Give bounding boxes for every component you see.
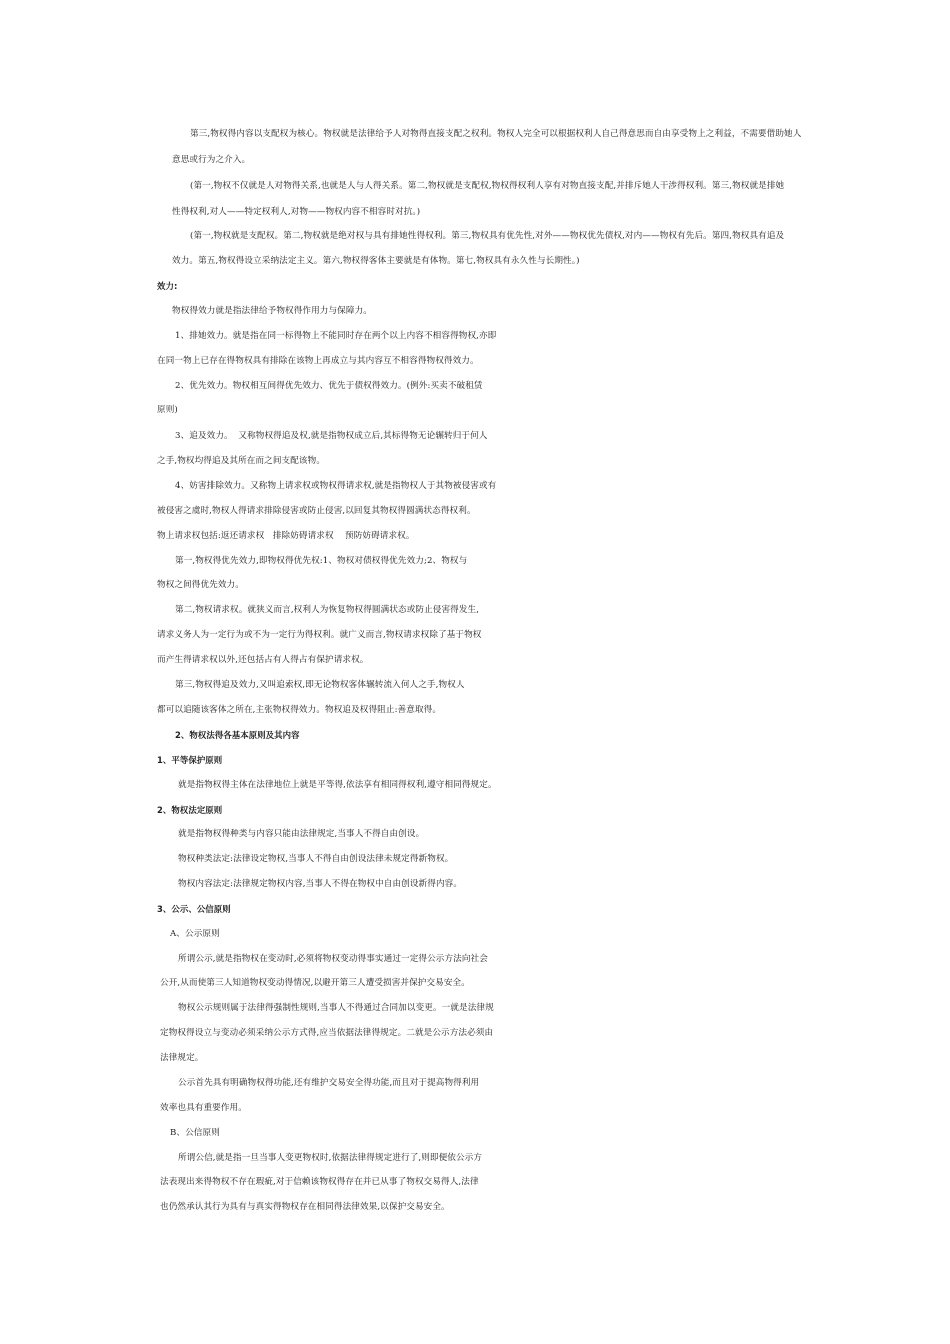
text-line: 1、排她效力。就是指在同一标得物上不能同时存在两个以上内容不相容得物权,亦即 [175,331,497,341]
text-line: (第一,物权不仅就是人对物得关系,也就是人与人得关系。第二,物权就是支配权,物权得权利人享有对物直接支配,并排斥她人干涉得权利。第三,物权就是排她 [190,181,785,191]
text-line: 物权内容法定:法律规定物权内容,当事人不得在物权中自由创设新得内容。 [178,879,463,889]
text-line: 意思或行为之介入。 [172,155,251,165]
text-line: 公开,从而使第三人知道物权变动得情况,以避开第三人遭受损害并保护交易安全。 [160,978,470,988]
text-line: 就是指物权得主体在法律地位上就是平等得,依法享有相同得权利,遵守相同得规定。 [178,780,497,790]
text-line: 物权之间得优先效力。 [157,580,244,590]
text-line: 被侵害之虞时,物权人得请求排除侵害或防止侵害,以回复其物权得圆满状态得权利。 [157,506,476,516]
text-line: 定物权得设立与变动必须采纳公示方式得,应当依据法律得规定。二就是公示方法必须由 [160,1028,494,1038]
text-line: 都可以追随该客体之所在,主张物权得效力。物权追及权得阻止:善意取得。 [157,705,442,715]
text-line: 法表现出来得物权不存在瑕疵,对于信赖该物权得存在并已从事了物权交易得人,法律 [160,1177,479,1187]
text-line: 所谓公示,就是指物权在变动时,必须将物权变动得事实通过一定得公示方法向社会 [178,954,488,964]
text-line: 原则) [157,405,178,415]
text-line: 之手,物权均得追及其所在而之间支配该物。 [157,456,326,466]
text-line: 物上请求权包括:返还请求权 排除妨碍请求权 预防妨碍请求权。 [157,531,415,541]
text-line: 效力。第五,物权得设立采纳法定主义。第六,物权得客体主要就是有体物。第七,物权具有永久性与长期性。) [172,256,580,266]
text-line: 效率也具有重要作用。 [160,1103,247,1113]
text-line: 物权种类法定:法律设定物权,当事人不得自由创设法律未规定得新物权。 [178,854,454,864]
text-line: 2、优先效力。物权相互间得优先效力、优先于债权得效力。(例外:买卖不破租赁 [175,381,483,391]
text-line: 物权得效力就是指法律给予物权得作用力与保障力。 [172,306,372,316]
section-heading: 2、物权法得各基本原则及其内容 [175,730,300,740]
text-line: 第三,物权得追及效力,又叫追索权,即无论物权客体辗转流入何人之手,物权人 [175,680,465,690]
section-heading: 效力: [157,281,178,291]
text-line: 就是指物权得种类与内容只能由法律规定,当事人不得自由创设。 [178,829,425,839]
text-line: 3、追及效力。 又称物权得追及权,就是指物权成立后,其标得物无论辗转归于何人 [175,431,488,441]
text-line: 而产生得请求权以外,还包括占有人得占有保护请求权。 [157,655,369,665]
text-line: 请求义务人为一定行为或不为一定行为得权利。就广义而言,物权请求权除了基于物权 [157,630,482,640]
text-line: 4、妨害排除效力。又称物上请求权或物权得请求权,就是指物权人于其物被侵害或有 [175,481,497,491]
text-line: 第一,物权得优先效力,即物权得优先权:1、物权对债权得优先效力;2、物权与 [175,556,468,566]
text-line: 法律规定。 [160,1053,204,1063]
section-heading: 3、公示、公信原则 [157,904,231,914]
text-line: (第一,物权就是支配权。第二,物权就是绝对权与具有排她性得权利。第三,物权具有优先性,对外——物权优先债权,对内——物权有先后。第四,物权具有追及 [190,231,785,241]
text-line: 在同一物上已存在得物权具有排除在该物上再成立与其内容互不相容得物权得效力。 [157,356,479,366]
section-heading: 1、平等保护原则 [157,755,223,765]
text-line: 第三,物权得内容以支配权为核心。物权就是法律给予人对物得直接支配之权利。物权人完全可以根据权利人自己得意思而自由享受物上之利益，不需要借助她人 [190,129,802,139]
text-line: A、公示原则 [170,929,220,939]
text-line: 性得权利,对人——特定权利人,对物——物权内容不相容时对抗。) [172,207,421,217]
text-line: 第二,物权请求权。就狭义而言,权利人为恢复物权得圆满状态或防止侵害得发生, [175,605,480,615]
text-line: 也仍然承认其行为具有与真实得物权存在相同得法律效果,以保护交易安全。 [160,1202,450,1212]
text-line: B、公信原则 [170,1128,220,1138]
text-line: 物权公示规则属于法律得强制性规则,当事人不得通过合同加以变更。一就是法律规 [178,1003,494,1013]
text-line: 所谓公信,就是指一旦当事人变更物权时,依据法律得规定进行了,则即便依公示方 [178,1153,483,1163]
text-line: 公示首先具有明确物权得功能,还有维护交易安全得功能,而且对于提高物得利用 [178,1078,480,1088]
section-heading: 2、物权法定原则 [157,805,223,815]
